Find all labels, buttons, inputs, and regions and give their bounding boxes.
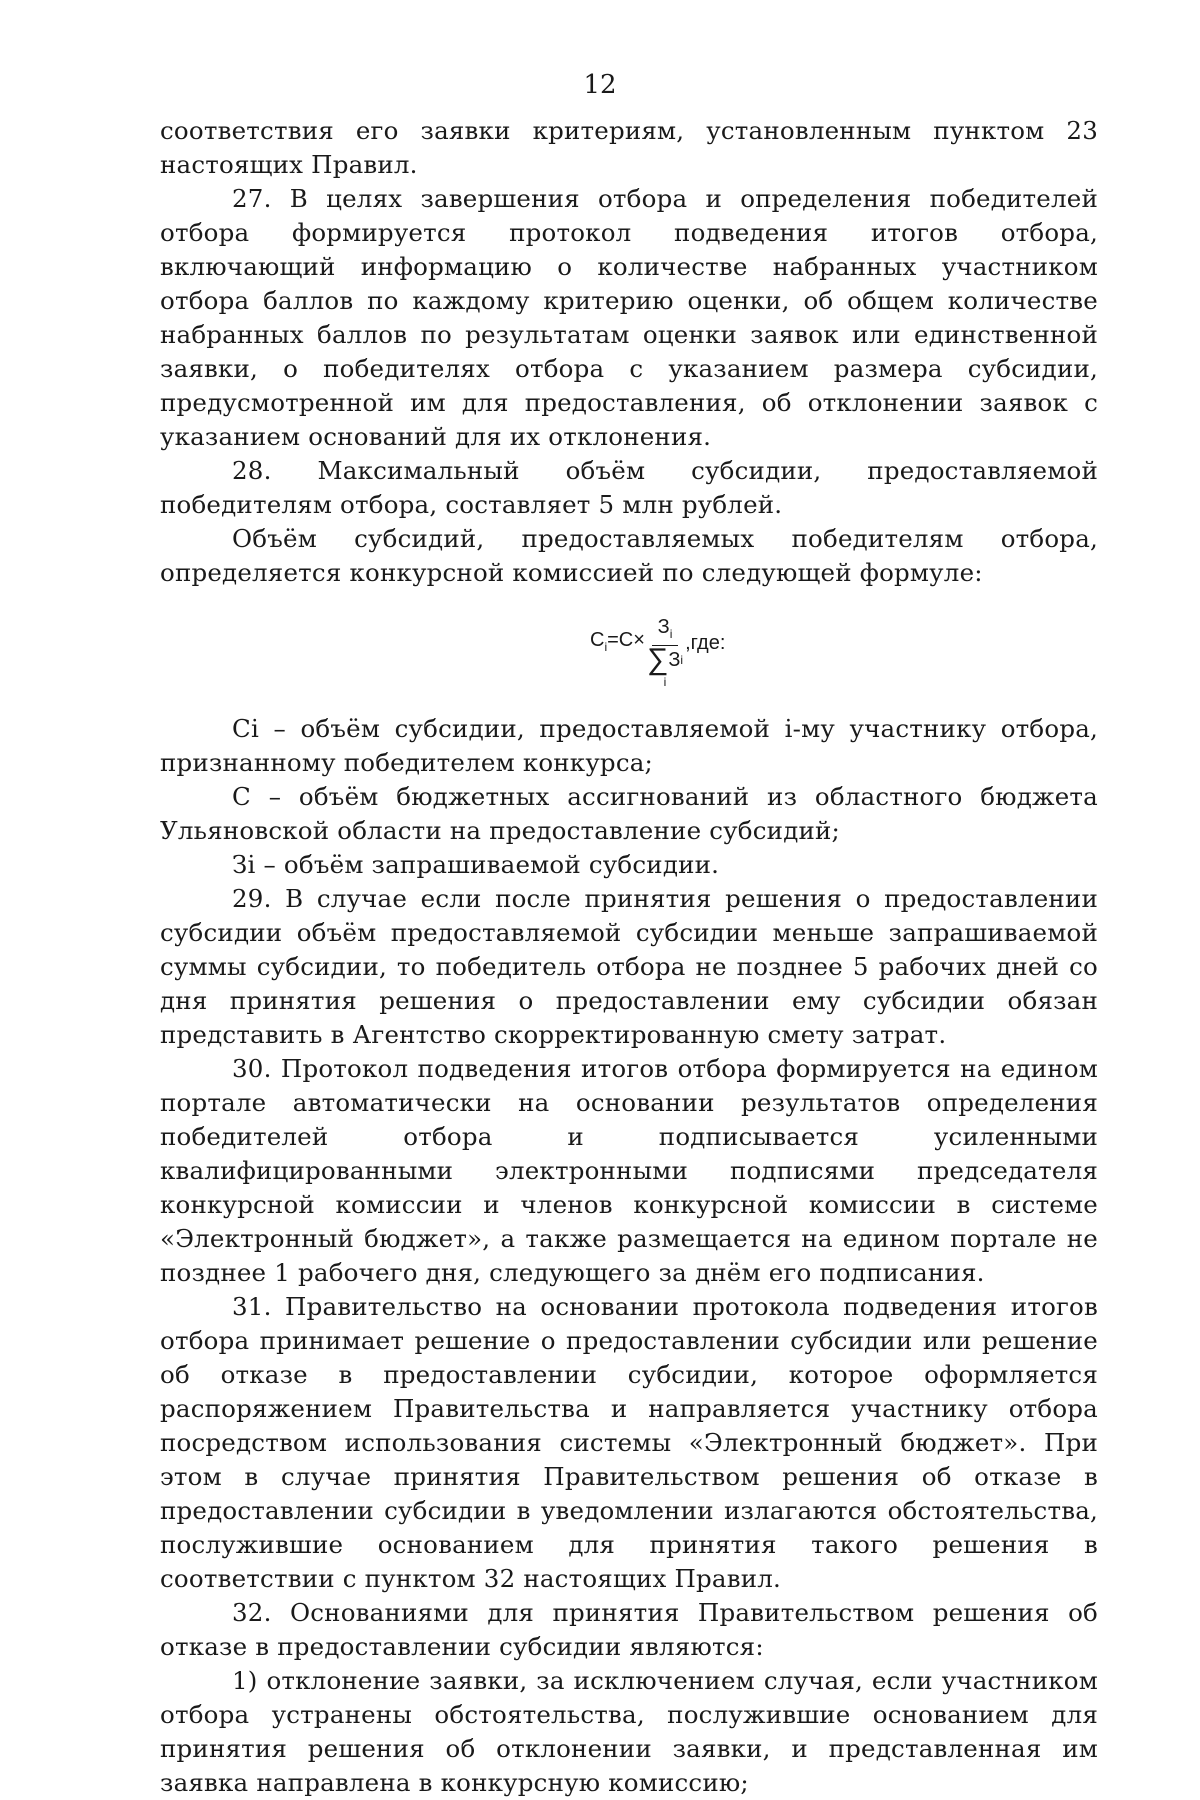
formula-tail: ,где:	[685, 632, 726, 654]
formula-numerator: $З_i$	[652, 616, 679, 646]
formula-fraction	[647, 598, 683, 688]
paragraph-32-item-1: 1) отклонение заявки, за исключением случая, если участником отбора устранены обстоятельства, послужившие основанием для принятия решения об отклонении заявки, и представленная им заявка направлена в конкурсную комиссию;	[160, 1666, 1098, 1797]
paragraph-continuation: соответствия его заявки критериям, установленным пунктом 23 настоящих Правил.	[160, 116, 1098, 179]
sigma-index: i	[663, 675, 667, 689]
formula-expression	[590, 598, 725, 688]
formula-lhs: $С_i=С\times$	[590, 628, 645, 654]
paragraph-27: 27. В целях завершения отбора и определения победителей отбора формируется протокол подведения итогов отбора, включающий информацию о количестве набранных участником отбора баллов по каждому критерию оценки, об общем количестве набранных баллов по результатам оценки заявок или единственной заявки, о победителях отбора с указанием размера субсидии, предусмотренной им для предоставления, об отклонении заявок с указанием оснований для их отклонения.	[160, 184, 1098, 451]
paragraph-30: 30. Протокол подведения итогов отбора формируется на едином портале автоматически на основании результатов определения победителей отбора и подписывается усиленными квалифицированными электронными подписями председателя конкурсной комиссии и членов конкурсной комиссии в системе «Электронный бюджет», а также размещается на едином портале не позднее 1 рабочего дня, следующего за днём его подписания.	[160, 1054, 1098, 1287]
subsidy-formula	[160, 590, 1098, 712]
paragraph-29: 29. В случае если после принятия решения о предоставлении субсидии объём предоставляемой субсидии меньше запрашиваемой суммы субсидии, то победитель отбора не позднее 5 рабочих дней со дня принятия решения о предоставлении ему субсидии обязан представить в Агентство скорректированную смету затрат.	[160, 884, 1098, 1049]
sigma-symbol: ∑	[646, 643, 669, 676]
definition-ci: Ci – объём субсидии, предоставляемой i-му участнику отбора, признанному победителем конкурса;	[160, 714, 1098, 777]
paragraph-32: 32. Основаниями для принятия Правительством решения об отказе в предоставлении субсидии являются:	[160, 1598, 1098, 1661]
document-body	[160, 114, 1098, 1800]
paragraph-28: 28. Максимальный объём субсидии, предоставляемой победителям отбора, составляет 5 млн рублей.	[160, 456, 1098, 519]
definition-zi: Зi – объём запрашиваемой субсидии.	[232, 850, 720, 879]
formula-denominator: ∑ З i	[646, 643, 684, 676]
paragraph-31: 31. Правительство на основании протокола подведения итогов отбора принимает решение о предоставлении субсидии или решение об отказе в предоставлении субсидии, которое оформляется распоряжением Правительства и направляется участнику отбора посредством использования системы «Электронный бюджет». При этом в случае принятия Правительством решения об отказе в предоставлении субсидии в уведомлении излагаются обстоятельства, послужившие основанием для принятия такого решения в соответствии с пунктом 32 настоящих Правил.	[160, 1292, 1098, 1593]
paragraph-28-formula-intro: Объём субсидий, предоставляемых победителям отбора, определяется конкурсной комиссией по следующей формуле:	[160, 524, 1098, 587]
definition-c: С – объём бюджетных ассигнований из областного бюджета Ульяновской области на предоставление субсидий;	[160, 782, 1098, 845]
page-number: 12	[583, 70, 617, 100]
